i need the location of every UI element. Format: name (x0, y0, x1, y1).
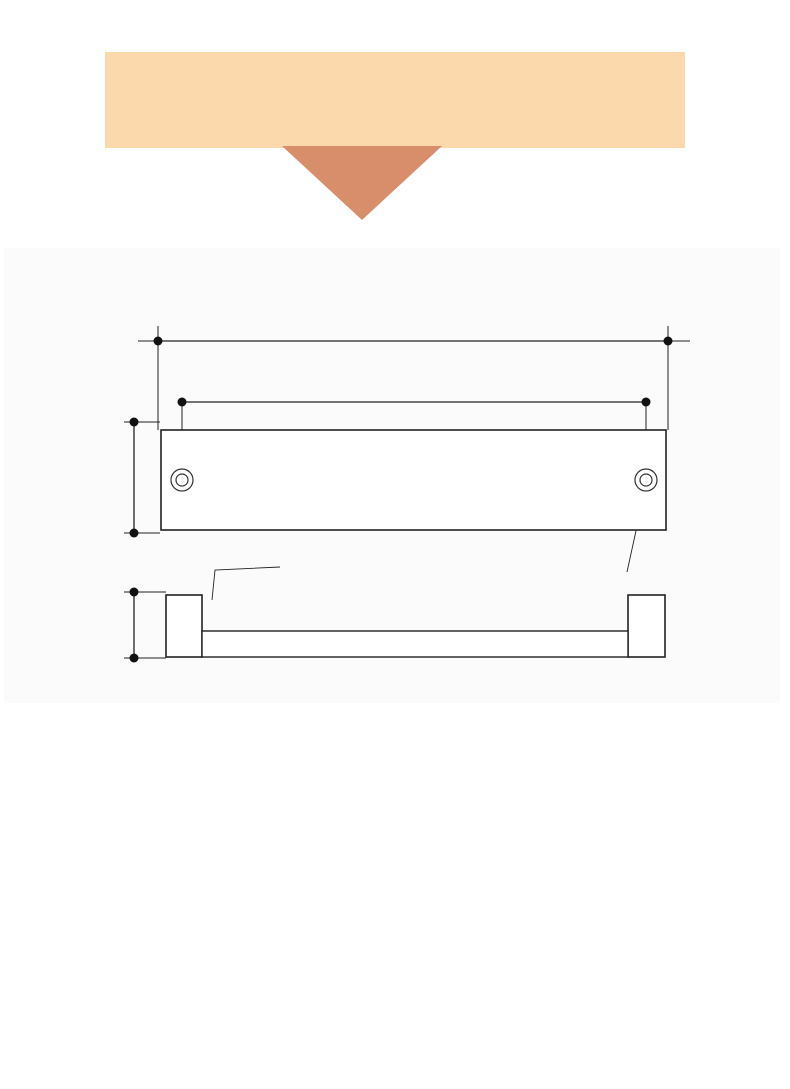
terminal-block-side-view (166, 595, 665, 657)
spec-table (20, 800, 770, 1040)
terminal-block-top-view (161, 430, 666, 530)
